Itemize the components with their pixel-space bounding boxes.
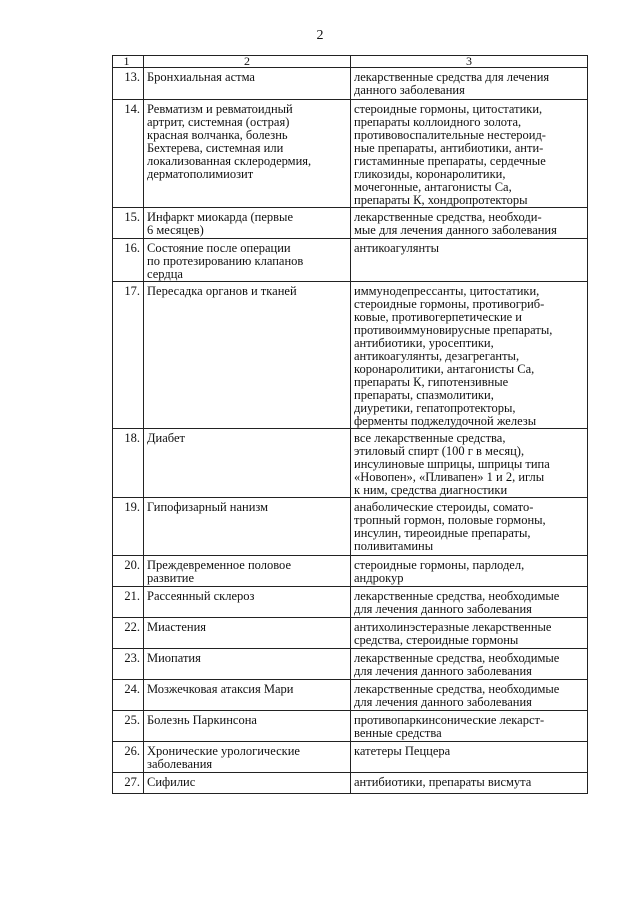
drug-list-cell (351, 68, 588, 100)
table-row (113, 498, 588, 556)
disease-name: Сифилис (147, 775, 196, 789)
disease-name: Рассеянный склероз (147, 589, 255, 603)
row-number: 21. (124, 589, 140, 603)
disease-name: Хронические урологические заболевания (147, 744, 300, 771)
row-number-cell (113, 618, 144, 649)
drug-list: лекарственные средства, необходимые для лечения данного заболевания (354, 651, 560, 678)
drug-list: лекарственные средства, необходимые для лечения данного заболевания (354, 589, 560, 616)
drug-list: стероидные гормоны, цитостатики, препараты коллоидного золота, противовоспалительные нестероид- ные препараты, антибиотики, анти- гистаминные препараты, сердечные гликозиды, коронаролитики, мочегонные, антагонисты Са, препараты К, хондропротекторы (354, 102, 546, 207)
row-number: 19. (124, 500, 140, 514)
row-number: 18. (124, 431, 140, 445)
disease-name-cell (144, 556, 351, 587)
row-number-cell (113, 208, 144, 239)
row-number: 13. (124, 70, 140, 84)
table-row (113, 680, 588, 711)
row-number-cell (113, 711, 144, 742)
table-row (113, 282, 588, 429)
drug-list-cell (351, 649, 588, 680)
disease-name-cell (144, 711, 351, 742)
disease-name-cell (144, 498, 351, 556)
table-row (113, 68, 588, 100)
drug-list-cell (351, 282, 588, 429)
drug-list-cell (351, 711, 588, 742)
disease-name-cell (144, 587, 351, 618)
table-row (113, 556, 588, 587)
disease-name-cell (144, 649, 351, 680)
row-number-cell (113, 556, 144, 587)
table-header-row (113, 56, 588, 68)
drug-list: лекарственные средства, необходи- мые для лечения данного заболевания (354, 210, 557, 237)
disease-name-cell (144, 239, 351, 282)
drug-list-cell (351, 680, 588, 711)
disease-name-cell (144, 282, 351, 429)
drug-list-cell (351, 773, 588, 794)
row-number: 27. (124, 775, 140, 789)
drug-list-cell (351, 587, 588, 618)
row-number: 25. (124, 713, 140, 727)
disease-name: Гипофизарный нанизм (147, 500, 269, 514)
row-number-cell (113, 773, 144, 794)
row-number-cell (113, 587, 144, 618)
disease-name: Диабет (147, 431, 185, 445)
disease-name-cell (144, 68, 351, 100)
header-col-3: 3 (351, 56, 588, 68)
drug-list: все лекарственные средства, этиловый спирт (100 г в месяц), инсулиновые шприцы, шприцы типа «Новопен», «Пливапен» 1 и 2, иглы к ним, средства диагностики (354, 431, 550, 497)
drug-list-cell (351, 742, 588, 773)
table-row (113, 742, 588, 773)
row-number-cell (113, 649, 144, 680)
drug-list-cell (351, 618, 588, 649)
drug-list-cell (351, 100, 588, 208)
table-row (113, 100, 588, 208)
disease-name: Болезнь Паркинсона (147, 713, 257, 727)
row-number: 24. (124, 682, 140, 696)
header-col-1: 1 (113, 56, 144, 68)
drug-list-cell (351, 498, 588, 556)
row-number: 26. (124, 744, 140, 758)
disease-name: Мозжечковая атаксия Мари (147, 682, 294, 696)
disease-name: Инфаркт миокарда (первые 6 месяцев) (147, 210, 294, 237)
disease-name-cell (144, 680, 351, 711)
row-number: 22. (124, 620, 140, 634)
benefits-table (112, 55, 588, 794)
row-number-cell (113, 680, 144, 711)
table-row (113, 711, 588, 742)
row-number: 17. (124, 284, 140, 298)
disease-name-cell (144, 618, 351, 649)
disease-name-cell (144, 742, 351, 773)
drug-list: антихолинэстеразные лекарственные средства, стероидные гормоны (354, 620, 552, 647)
drug-list: антикоагулянты (354, 241, 439, 255)
drug-list-cell (351, 556, 588, 587)
table-row (113, 239, 588, 282)
drug-list: лекарственные средства для лечения данного заболевания (354, 70, 550, 97)
row-number-cell (113, 100, 144, 208)
drug-list: стероидные гормоны, парлодел, андрокур (354, 558, 525, 585)
disease-name-cell (144, 429, 351, 498)
row-number: 23. (124, 651, 140, 665)
page-number: 2 (316, 28, 324, 43)
drug-list: иммунодепрессанты, цитостатики, стероидные гормоны, противогриб- ковые, противогерпетические и противоиммуновирусные препараты, антибиотики, уросептики, антикоагулянты, дезагреганты, коронаролитики, антагонисты Са, препараты К, гипотензивные препараты, спазмолитики, диуретики, гепатопротекторы, ферменты поджелудочной железы (354, 284, 553, 428)
drug-list-cell (351, 208, 588, 239)
disease-name: Ревматизм и ревматоидный артрит, системная (острая) красная волчанка, болезнь Бехтерева, системная или локализованная склеродермия, дерматополимиозит (147, 102, 312, 181)
disease-name-cell (144, 100, 351, 208)
row-number-cell (113, 68, 144, 100)
drug-list-cell (351, 239, 588, 282)
drug-list: катетеры Пеццера (354, 744, 451, 758)
disease-name-cell (144, 208, 351, 239)
row-number-cell (113, 742, 144, 773)
row-number-cell (113, 498, 144, 556)
table-row (113, 773, 588, 794)
row-number: 15. (124, 210, 140, 224)
drug-list: анаболические стероиды, сомато- тропный гормон, половые гормоны, инсулин, тиреоидные препараты, поливитамины (354, 500, 546, 553)
disease-name: Пересадка органов и тканей (147, 284, 297, 298)
drug-list: лекарственные средства, необходимые для лечения данного заболевания (354, 682, 560, 709)
disease-name: Состояние после операции по протезированию клапанов сердца (147, 241, 304, 281)
row-number: 16. (124, 241, 140, 255)
disease-name: Преждевременное половое развитие (147, 558, 292, 585)
table-row (113, 208, 588, 239)
disease-name: Бронхиальная астма (147, 70, 255, 84)
row-number-cell (113, 239, 144, 282)
table-row (113, 649, 588, 680)
drug-list: противопаркинсонические лекарст- венные средства (354, 713, 545, 740)
disease-name: Миастения (147, 620, 207, 634)
table-row (113, 618, 588, 649)
table-row (113, 587, 588, 618)
row-number: 14. (124, 102, 140, 116)
disease-name: Миопатия (147, 651, 201, 665)
row-number: 20. (124, 558, 140, 572)
row-number-cell (113, 282, 144, 429)
drug-list-cell (351, 429, 588, 498)
row-number-cell (113, 429, 144, 498)
disease-name-cell (144, 773, 351, 794)
drug-list: антибиотики, препараты висмута (354, 775, 532, 789)
table-row (113, 429, 588, 498)
header-col-2: 2 (144, 56, 351, 68)
